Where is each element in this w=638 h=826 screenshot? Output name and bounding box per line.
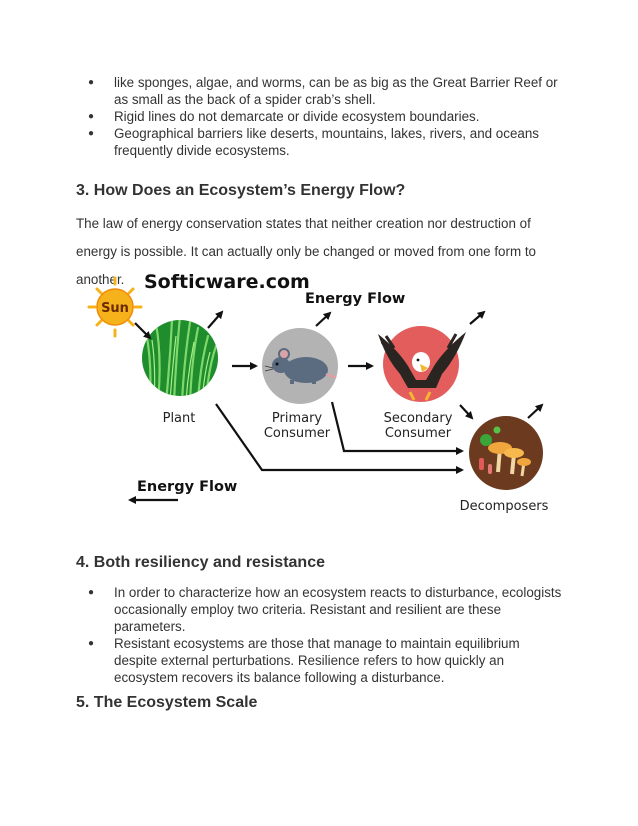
plant-label: Plant: [162, 411, 196, 426]
plant-icon: [142, 316, 218, 402]
list-item: ● Rigid lines do not demarcate or divide ecosystem boundaries.: [76, 108, 566, 125]
section-4-heading: 4. Both resiliency and resistance: [76, 554, 325, 571]
energy-flow-diagram: [80, 262, 560, 524]
list-item: ● Geographical barriers like deserts, mountains, lakes, rivers, and oceans frequently divide ecosystems.: [76, 125, 566, 159]
mushroom-icon: [469, 416, 543, 490]
list-item: ● like sponges, algae, and worms, can be as big as the Great Barrier Reef or as small as the back of a spider crab’s shell.: [76, 74, 566, 108]
primary-consumer-label-2: Consumer: [263, 426, 331, 441]
secondary-consumer-label-2: Consumer: [384, 426, 452, 441]
list-item: ● In order to characterize how an ecosystem reacts to disturbance, ecologists occasionally employ two criteria. Resistant and resilient are these parameters.: [76, 584, 566, 635]
sun-label: Sun: [101, 301, 129, 316]
watermark-text: Softicware.com: [144, 271, 310, 293]
primary-consumer-label-1: Primary: [271, 411, 323, 426]
decomposers-label: Decomposers: [459, 499, 549, 514]
secondary-consumer-label-1: Secondary: [383, 411, 453, 426]
section-4-bullet-list: [76, 584, 566, 686]
top-bullet-list: [76, 74, 566, 159]
list-item: ● Resistant ecosystems are those that manage to maintain equilibrium despite external perturbations. Resilience refers to how quickly an ecosystem recovers its balance following a disturbance.: [76, 635, 566, 686]
energy-flow-bottom-label: Energy Flow: [137, 479, 238, 495]
sun-icon: [89, 278, 141, 336]
section-5-heading: 5. The Ecosystem Scale: [76, 694, 258, 711]
eagle-icon: [378, 326, 466, 402]
mouse-icon: [262, 328, 350, 404]
section-3-heading: 3. How Does an Ecosystem’s Energy Flow?: [76, 182, 406, 199]
section-3-paragraph: The law of energy conservation states that neither creation nor destruction of energy is possible. It can actually only be changed or moved from one form to another.: [76, 216, 536, 287]
energy-flow-top-label: Energy Flow: [305, 291, 406, 307]
